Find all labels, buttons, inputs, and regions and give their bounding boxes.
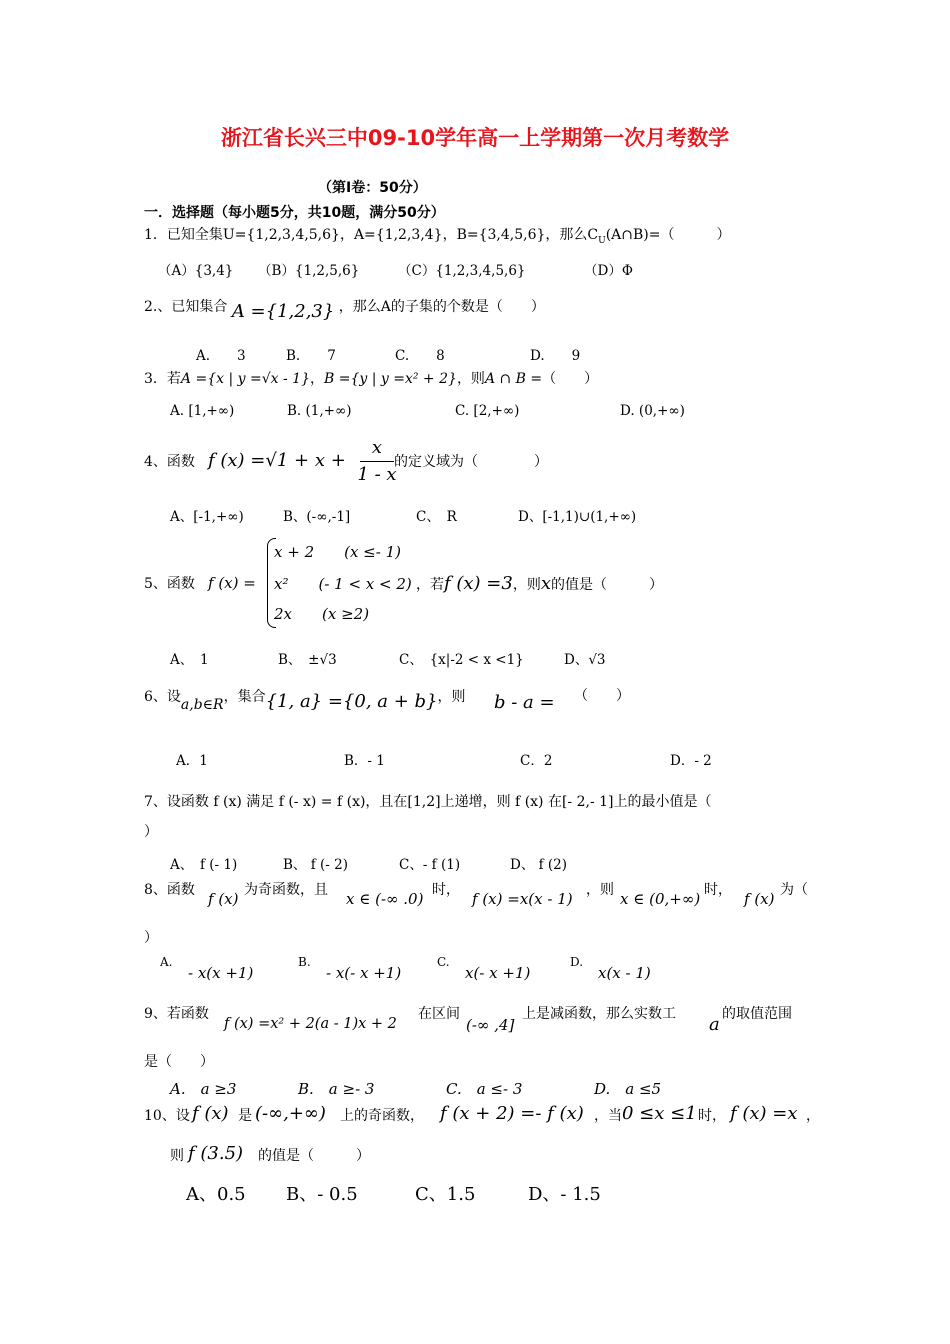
q8-option-d-label: D.: [570, 955, 584, 969]
q8-option-a: - x(x +1): [188, 964, 254, 982]
q5-case-3: 2x (x ≥2): [274, 605, 370, 623]
q3-suffix: （ ）: [542, 371, 599, 387]
q10-mid-4: 时，: [698, 1108, 726, 1124]
q10-math-5: f (x) =x: [730, 1103, 798, 1124]
q10-math-6: f (3.5): [188, 1143, 244, 1164]
q10-line2-suffix: 的值是（ ）: [258, 1148, 370, 1164]
q4-option-c: C、 R: [416, 509, 457, 525]
q10-mid-2: 上的奇函数，: [340, 1108, 424, 1124]
part-subtitle: （第Ⅰ卷：50分）: [318, 180, 427, 196]
q5-suffix: 的值是（ ）: [551, 577, 663, 593]
q10-end: ，: [806, 1108, 820, 1124]
q4-numerator: x: [371, 437, 383, 458]
q8-math-3: f (x) =x(x - 1): [472, 890, 573, 908]
q6-mid2: ，则: [437, 689, 466, 705]
q4-denominator: 1 - x: [357, 464, 397, 485]
q9-mid: 在区间: [418, 1006, 460, 1022]
q5-var: x: [540, 573, 551, 594]
q5-math: f (x) =: [208, 574, 256, 592]
q2-suffix: ，那么A的子集的个数是（ ）: [338, 299, 545, 315]
q9-math: f (x) =x² + 2(a - 1)x + 2: [224, 1016, 397, 1032]
question-7-line1: 7、设函数 f (x) 满足 f (- x) = f (x)，且在[1,2]上递增，则 f (x) 在[- 2,- 1]上的最小值是（: [144, 794, 712, 810]
question-1: [144, 225, 731, 251]
q8-option-a-label: A.: [160, 955, 173, 969]
question-4-prefix: 4、函数: [144, 454, 195, 470]
q3-option-a: A. [1,+∞): [170, 403, 235, 419]
q6-math-3: b - a =: [494, 692, 555, 713]
q8-option-b: - x(- x +1): [326, 964, 402, 982]
q8-option-b-label: B.: [298, 955, 311, 969]
q1-option-a: （A）{3,4}: [158, 263, 234, 279]
q9-option-d: D. a ≤5: [594, 1080, 662, 1098]
q4-suffix: 的定义域为（ ）: [394, 454, 548, 470]
q5-option-a: A、 1: [170, 652, 209, 668]
q3-math-c: A ∩ B =: [484, 371, 543, 387]
q9-suffix: 的取值范围: [722, 1006, 792, 1022]
q3-mid: ，: [309, 371, 324, 387]
q4-fraction-bar: [360, 461, 394, 462]
q9-mid2: 上是减函数，那么实数工: [522, 1006, 676, 1022]
q8-option-d: x(x - 1): [598, 964, 651, 982]
question-6: [144, 686, 466, 713]
q8-mid3: ，则: [586, 882, 614, 898]
q10-option-a: A、0.5: [186, 1184, 246, 1205]
q7-option-b: B、 f (- 2): [283, 857, 348, 873]
q5-option-d: D、√3: [564, 652, 606, 668]
q3-math-a: A ={x | y =√x - 1}: [180, 371, 310, 387]
q10-math-3: f (x + 2) =- f (x): [440, 1103, 584, 1124]
q5-case-1: x + 2 (x ≤- 1): [274, 543, 401, 561]
q8-math-2: x ∈ (-∞ .0): [346, 890, 424, 908]
question-9-prefix: 9、若函数: [144, 1006, 209, 1022]
q5-case-2: x² (- 1 < x < 2): [274, 575, 412, 593]
q4-option-b: B、(-∞,-1]: [283, 509, 351, 525]
q1-option-d: （D）Φ: [584, 263, 633, 279]
question-10-prefix: 10、设: [144, 1108, 190, 1124]
q7-option-c: C、- f (1): [399, 857, 461, 873]
q1-option-c: （C）{1,2,3,4,5,6}: [398, 263, 526, 279]
q1-stem: 1．已知全集U={1,2,3,4,5,6}，A={1,2,3,4}，B={3,4,5,6}，那么C: [144, 227, 599, 243]
q5-cond: f (x) =3: [444, 573, 513, 594]
q3-option-c: C. [2,+∞): [455, 403, 520, 419]
q8-mid2: 时，: [432, 882, 460, 898]
q6-mid: ，集合: [223, 689, 266, 705]
q6-option-b: B．- 1: [344, 753, 385, 769]
q4-math: f (x) =√1 + x +: [208, 450, 346, 471]
q3-math-b: B ={y | y =x² + 2}: [323, 371, 457, 387]
q10-option-b: B、- 0.5: [286, 1184, 358, 1205]
q6-suffix: （ ）: [574, 688, 630, 704]
q8-math-1: f (x): [208, 890, 239, 908]
q2-option-c: C. 8: [395, 348, 445, 364]
q8-option-c: x(- x +1): [465, 964, 531, 982]
q8-option-c-label: C.: [437, 955, 450, 969]
q6-option-d: D．- 2: [670, 753, 712, 769]
question-5-rest: [416, 574, 663, 595]
q2-option-a: A. 3: [196, 348, 246, 364]
q5-option-c: C、 {x|-2 < x <1}: [399, 652, 524, 668]
q3-option-b: B. (1,+∞): [287, 403, 352, 419]
q6-math-2: {1, a} ={0, a + b}: [265, 691, 438, 712]
question-8-line2: ）: [144, 930, 158, 946]
q1-sub: U: [598, 235, 606, 246]
q9-option-b: B. a ≥- 3: [298, 1080, 375, 1098]
q6-option-c: C．2: [520, 753, 553, 769]
q1-stem-end: (A∩B)=（ ）: [605, 227, 731, 243]
question-7-line2: ）: [144, 824, 158, 840]
q10-math-2: (-∞,+∞): [255, 1103, 326, 1124]
q9-math-2: (-∞ ,4]: [466, 1016, 515, 1034]
q3-mid2: ，则: [456, 371, 485, 387]
q2-option-b: B. 7: [286, 348, 336, 364]
question-10-line2-prefix: 则: [170, 1148, 184, 1164]
document-title: 浙江省长兴三中09-10学年高一上学期第一次月考数学: [220, 126, 730, 150]
q7-option-a: A、 f (- 1): [170, 857, 238, 873]
q8-mid: 为奇函数，且: [244, 882, 328, 898]
question-9-line2: 是（ ）: [144, 1054, 214, 1070]
q10-mid-1: 是: [238, 1108, 252, 1124]
q2-prefix: 2.、已知集合: [144, 299, 228, 315]
q10-option-c: C、1.5: [415, 1184, 476, 1205]
question-5-prefix: 5、函数: [144, 576, 195, 592]
q5-option-b: B、 ±√3: [278, 652, 337, 668]
q2-math: A ={1,2,3}: [231, 301, 335, 322]
q10-math-1: f (x): [192, 1103, 229, 1124]
q6-option-a: A．1: [176, 753, 208, 769]
section-heading: 一．选择题（每小题5分，共10题，满分50分）: [144, 205, 445, 221]
q10-math-4: 0 ≤x ≤1: [622, 1103, 697, 1124]
q4-option-d: D、[-1,1)∪(1,+∞): [518, 509, 637, 525]
question-2: [144, 296, 545, 322]
q1-option-b: （B）{1,2,5,6}: [258, 263, 360, 279]
q5-mid2: ，则: [512, 577, 541, 593]
q7-option-d: D、 f (2): [510, 857, 568, 873]
q6-prefix: 6、设: [144, 689, 181, 705]
q9-option-a: A. a ≥3: [170, 1080, 237, 1098]
question-8-prefix: 8、函数: [144, 882, 195, 898]
q8-math-5: f (x): [744, 890, 775, 908]
q8-suffix: 为（: [780, 882, 808, 898]
q3-prefix: 3．若: [144, 371, 181, 387]
q8-mid4: 时，: [704, 882, 732, 898]
q2-option-d: D. 9: [530, 348, 581, 364]
question-3: [144, 369, 598, 389]
q6-math-1: a,b∈R: [180, 697, 224, 713]
q4-option-a: A、[-1,+∞): [170, 509, 244, 525]
q10-mid-3: ，当: [594, 1108, 622, 1124]
q9-option-c: C. a ≤- 3: [446, 1080, 523, 1098]
q10-option-d: D、- 1.5: [528, 1184, 601, 1205]
q8-math-4: x ∈ (0,+∞): [620, 890, 701, 908]
q9-var: a: [709, 1014, 720, 1035]
q5-mid: ，若: [416, 577, 444, 593]
q3-option-d: D. (0,+∞): [620, 403, 685, 419]
